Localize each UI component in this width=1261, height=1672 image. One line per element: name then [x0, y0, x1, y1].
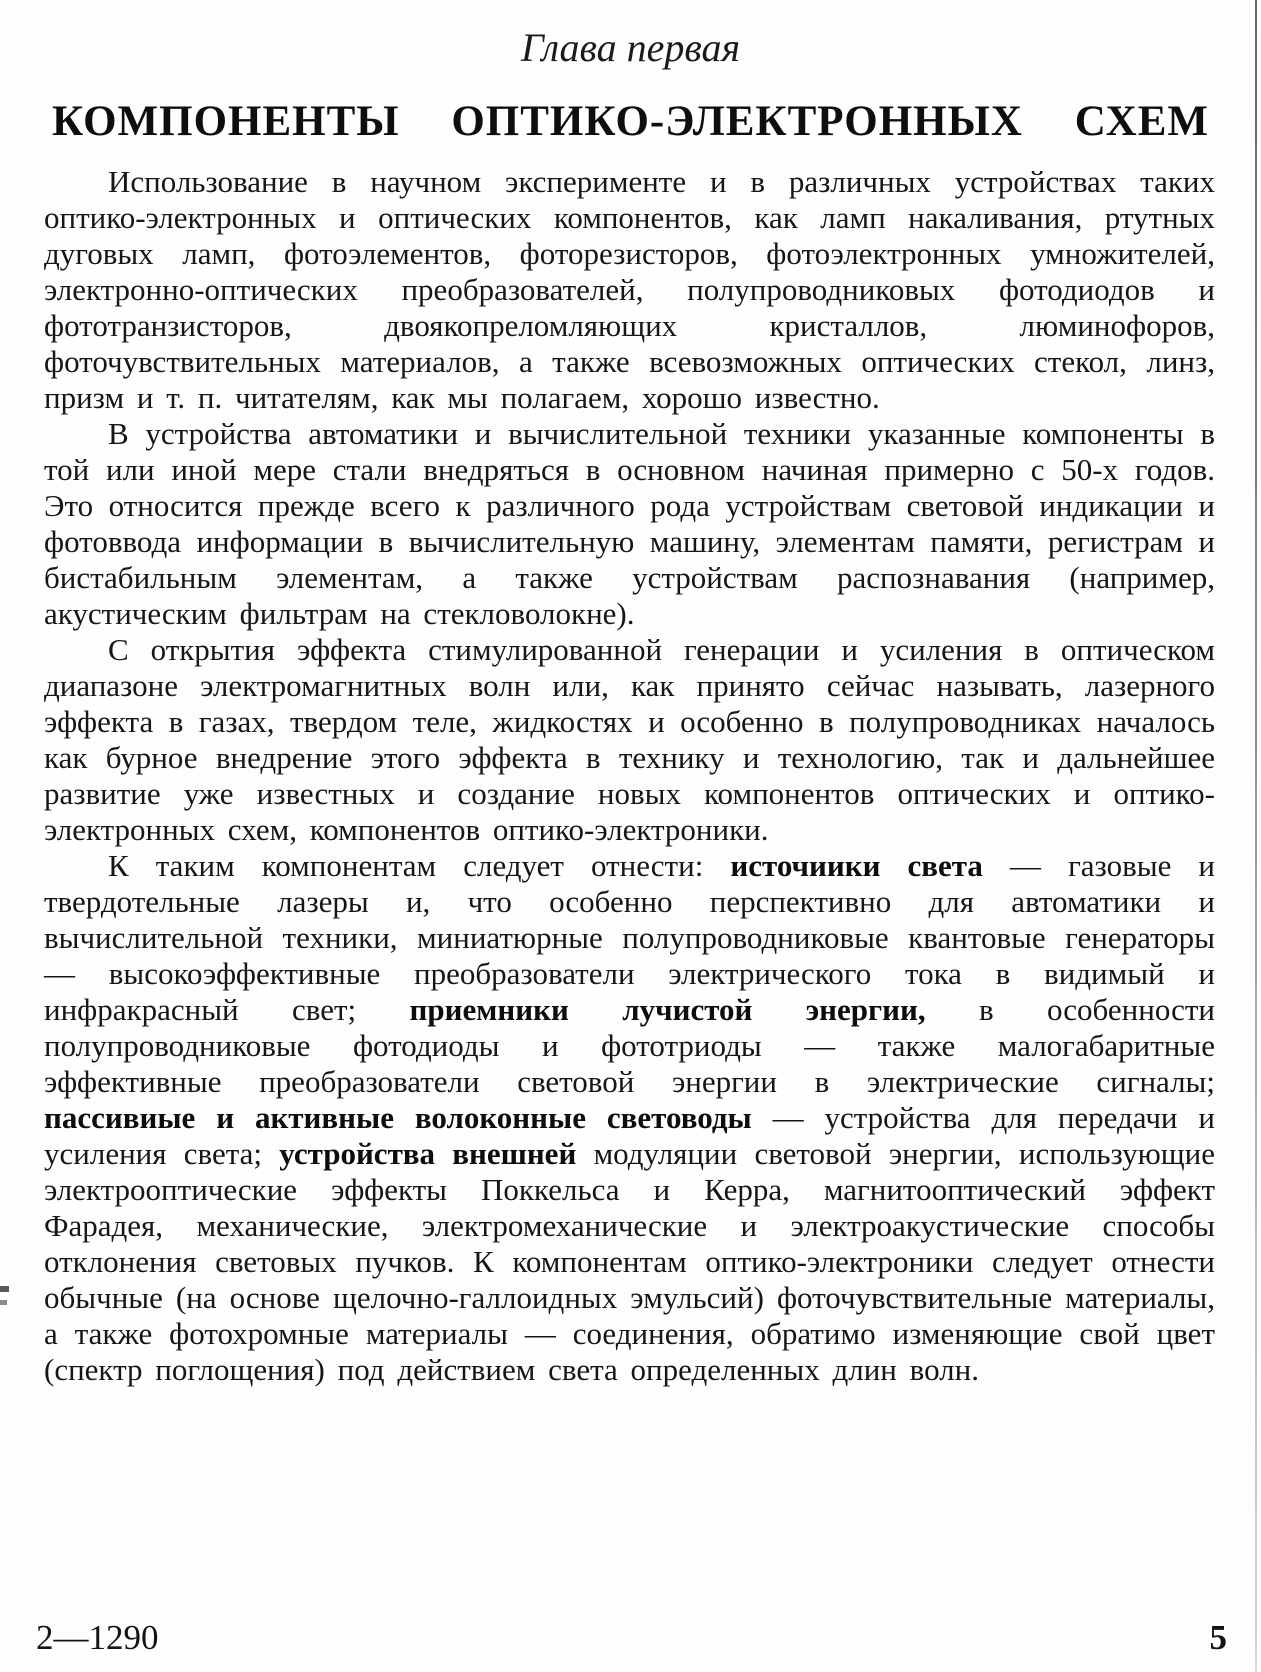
paragraph-1: Использование в научном эксперименте и в различных устройствах таких оптико-электронных и оптических компонентов, как ламп накаливания, ртутных дуговых ламп, фотоэлементов, фоторезисторов, фотоэлектронных умножителей, электронно-оптических преобразователей, полупроводниковых фотодиодов и фототранзисторов, двоякопреломляющих кристаллов, люминофоров, фоточувствительных материалов, а также всевозможных оптических стекол, линз, призм и т. п. читателям, как мы полагаем, хорошо известно.: [44, 164, 1215, 415]
page-number: 5: [1209, 1618, 1227, 1657]
chapter-heading: [52, 98, 1209, 146]
chapter-label: Глава первая: [520, 25, 741, 70]
scan-edge-line: [1255, 0, 1257, 1672]
paragraph-4: К таким компонентам следует отнести: источиики света — газовые и твердотельные лазеры и, что особенно перспективно для автоматики и вычислительной техники, миниатюрные полупроводниковые квантовые генераторы — высокоэффективные преобразователи электрического тока в видимый и инфракрасный свет; приемники лучистой энергии, в особенности полупроводниковые фотодиоды и фототриоды — также малогабаритные эффективные преобразователи световой энергии в электрические сигналы; пассивиые и активные волоконные световоды — устройства для передачи и усиления света; устройства внешней модуляции световой энергии, использующие электрооптические эффекты Поккельса и Керра, магнитооптический эффект Фарадея, механические, электромеханические и электроакустические способы отклонения световых пучков. К компонентам оптико-электроники следует отнести обычные (на основе щелочно-галлоидных эмульсий) фоточувствительные материалы, а также фотохромные материалы — соединения, обратимо изменяющие свой цвет (спектр поглощения) под действием света определенных длин волн.: [44, 848, 1215, 1387]
body-text-block: [44, 164, 1215, 1388]
scan-artifact-mark: [0, 1286, 9, 1292]
chapter-heading-word-2: ОПТИКО-ЭЛЕКТРОННЫХ: [451, 98, 1023, 145]
chapter-heading-word-1: КОМПОНЕНТЫ: [52, 98, 400, 145]
scan-artifact-mark: [0, 1300, 7, 1305]
print-signature: 2—1290: [36, 1618, 159, 1657]
chapter-heading-word-3: СХЕМ: [1074, 98, 1209, 145]
paragraph-3: С открытия эффекта стимулированной генерации и усиления в оптическом диапазоне электромагнитных волн или, как принято сейчас называть, лазерного эффекта в газах, твердом теле, жидкостях и особенно в полупроводниках началось как бурное внедрение этого эффекта в технику и технологию, так и дальнейшее развитие уже известных и создание новых компонентов оптических и оптико-электронных схем, компонентов оптико-электроники.: [44, 632, 1215, 847]
paragraph-2: В устройства автоматики и вычислительной техники указанные компоненты в той или иной мере стали внедряться в основном начиная примерно с 50-х годов. Это относится прежде всего к различного рода устройствам световой индикации и фотоввода информации в вычислительную машину, элементам памяти, регистрам и бистабильным элементам, а также устройствам распознавания (например, акустическим фильтрам на стекловолокне).: [44, 416, 1215, 631]
